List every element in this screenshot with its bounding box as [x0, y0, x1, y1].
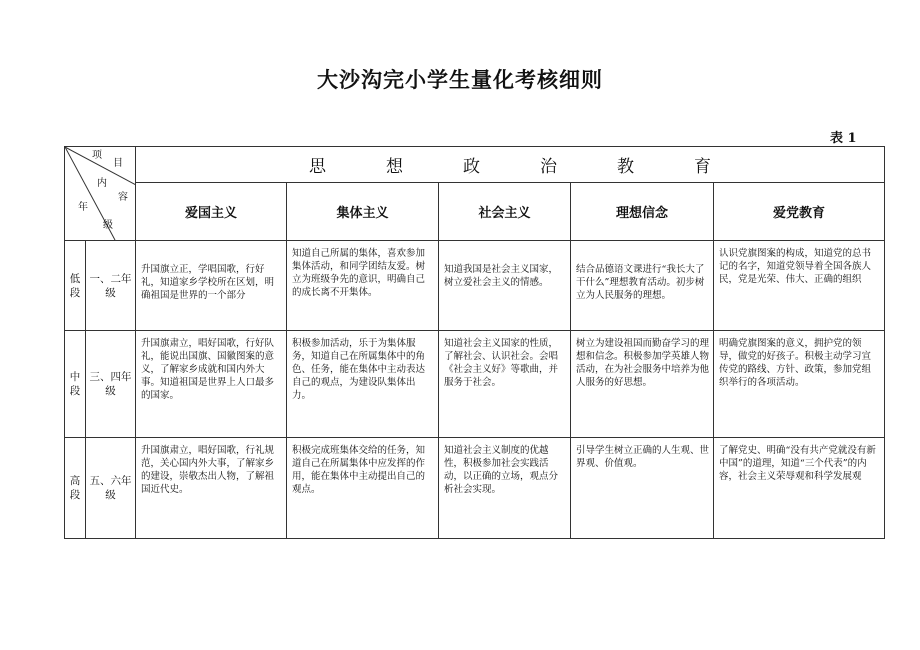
grade-cell — [86, 241, 136, 331]
table-row — [65, 331, 885, 438]
content-cell: 升国旗肃立，唱好国歌，行好队礼，能说出国旗、国徽图案的意义，了解家乡成就和国内外大事。知道祖国是世界上人口最多的国家。 — [136, 331, 287, 438]
stage-cell — [65, 241, 86, 331]
assessment-table — [64, 146, 885, 539]
stage-label: 中 — [69, 371, 81, 383]
grade-cell — [86, 331, 136, 438]
content-cell: 结合品德语文课进行“我长大了干什么”理想教育活动。初步树立为人民服务的理想。 — [571, 241, 714, 331]
stage-label: 段 — [69, 286, 81, 299]
banner-char: 育 — [694, 157, 712, 177]
column-header: 集体主义 — [287, 183, 439, 241]
grade-cell — [86, 438, 136, 539]
stage-cell — [65, 331, 86, 438]
content-cell: 升国旗立正，学唱国歌，行好礼，知道家乡学校所在区划，明确祖国是世界的一个部分 — [136, 241, 287, 331]
content-cell: 知道社会主义国家的性质，了解社会、认识社会。会唱《社会主义好》等歌曲，并服务于社会。 — [439, 331, 571, 438]
content-cell: 升国旗肃立，唱好国歌，行礼规范，关心国内外大事，了解家乡的建设，崇敬杰出人物，了解祖国近代史。 — [136, 438, 287, 539]
content-cell: 认识党旗图案的构成，知道党的总书记的名字，知道党领导着全国各族人民，党是光荣、伟大、正确的组织 — [714, 241, 885, 331]
grade-label: 一、二年 — [89, 272, 132, 285]
banner-char: 想 — [386, 157, 404, 177]
stage-label: 段 — [69, 385, 81, 397]
banner-char: 教 — [617, 157, 635, 177]
content-cell: 积极参加活动，乐于为集体服务，知道自己在所属集体中的角色、任务，能在集体中主动表达自己的观点，为建设队集体出力。 — [287, 331, 439, 438]
content-cell: 知道自己所属的集体，喜欢参加集体活动，和同学团结友爱。树立为班级争先的意识，明确自己的成长离不开集体。 — [287, 241, 439, 331]
stage-cell — [65, 438, 86, 539]
column-header: 理想信念 — [571, 183, 714, 241]
column-header: 社会主义 — [439, 183, 571, 241]
stage-label: 低 — [69, 272, 81, 285]
content-cell: 知道社会主义制度的优越性，积极参加社会实践活动，以正确的立场，观点分析社会实现。 — [439, 438, 571, 539]
banner-char: 政 — [463, 157, 481, 177]
content-cell: 树立为建设祖国而勤奋学习的理想和信念。积极参加学英雄人物活动，在为社会服务中培养为他人服务的好思想。 — [571, 331, 714, 438]
stage-label: 高 — [69, 475, 81, 487]
corner-label: 年 — [78, 202, 88, 213]
content-cell: 了解党史、明确“没有共产党就没有新中国”的道理，知道“三个代表”的内容，社会主义荣辱观和科学发展观 — [714, 438, 885, 539]
content-cell: 积极完成班集体交给的任务，知道自己在所属集体中应发挥的作用，能在集体中主动提出自己的观点。 — [287, 438, 439, 539]
section-banner — [136, 147, 885, 183]
banner-char: 治 — [540, 157, 558, 177]
stage-label: 段 — [69, 489, 81, 501]
table-number: 表 1 — [830, 131, 857, 146]
corner-header — [65, 147, 136, 241]
table-row — [65, 438, 885, 539]
content-cell: 明确党旗图案的意义，拥护党的领导，做党的好孩子。积极主动学习宣传党的路线、方针、政策，参加党组织举行的各项活动。 — [714, 331, 885, 438]
table-row — [65, 241, 885, 331]
corner-label: 项 — [92, 150, 102, 161]
grade-label: 级 — [105, 489, 116, 501]
content-cell: 引导学生树立正确的人生观、世界观、价值观。 — [571, 438, 714, 539]
grade-label: 五、六年 — [89, 475, 132, 487]
corner-label: 内 — [97, 178, 107, 189]
corner-label: 级 — [103, 220, 113, 231]
grade-label: 级 — [105, 286, 116, 299]
corner-label: 目 — [113, 158, 123, 169]
banner-char: 思 — [309, 157, 327, 177]
page-title: 大沙沟完小学生量化考核细则 — [317, 68, 603, 92]
content-cell: 知道我国是社会主义国家，树立爱社会主义的情感。 — [439, 241, 571, 331]
column-header: 爱党教育 — [714, 183, 885, 241]
grade-label: 三、四年 — [89, 371, 132, 383]
corner-label: 容 — [118, 192, 128, 203]
grade-label: 级 — [105, 385, 116, 397]
column-header: 爱国主义 — [136, 183, 287, 241]
